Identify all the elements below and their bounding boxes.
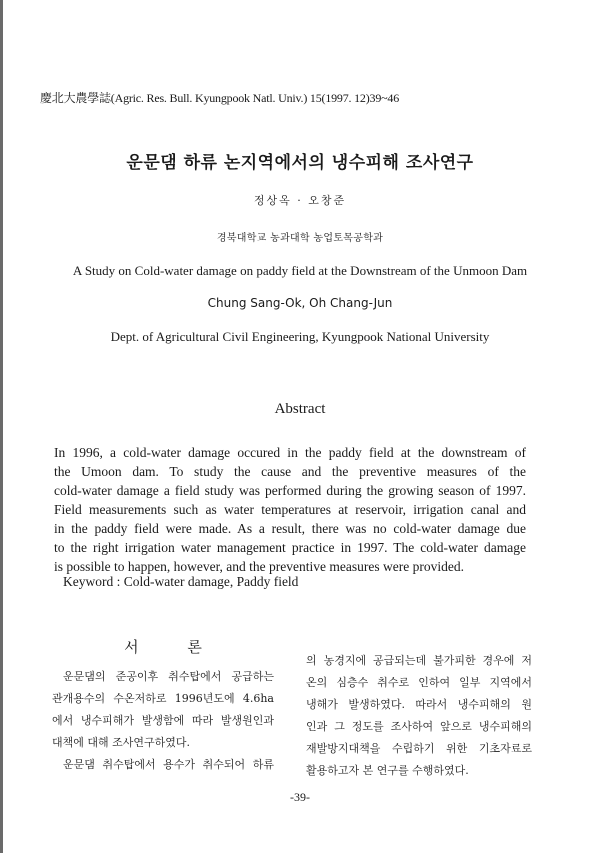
abstract-body (54, 443, 526, 576)
abstract-line: the Umoon dam. To study the cause and the preventive measures of the (54, 464, 526, 479)
abstract-line: In 1996, a cold-water damage occured in the paddy field at the downstream of (54, 445, 526, 460)
intro-line: 재발방지대책을 수립하기 위한 기초자료로 (306, 742, 532, 755)
intro-line: 대책에 대해 조사연구하였다. (52, 736, 191, 749)
abstract-line: cold-water damage a field study was performed during the growing season of 1997. (54, 483, 526, 498)
intro-line: 에서 냉수피해가 발생함에 따라 발생원인과 (52, 714, 274, 727)
intro-line: 온의 심층수 취수로 인하여 일부 지역에서 (306, 676, 532, 689)
intro-line: 냉해가 발생하였다. 따라서 냉수피해의 원 (306, 698, 532, 711)
affiliation-korean: 경북대학교 농과대학 농업토목공학과 (216, 233, 384, 244)
section-heading-introduction: 서 론 (124, 638, 224, 656)
intro-line: 운문댐의 준공이후 취수탑에서 공급하는 (63, 670, 274, 683)
intro-line: 관개용수의 수온저하로 1996년도에 4.6ha (52, 692, 274, 705)
authors-english: Chung Sang-Ok, Oh Chang-Jun (207, 296, 393, 310)
authors-korean: 정상옥 · 오창준 (253, 194, 347, 207)
title-korean: 운문댐 하류 논지역에서의 냉수피해 조사연구 (126, 153, 474, 173)
scan-edge (0, 0, 3, 853)
journal-citation: 慶北大農學誌(Agric. Res. Bull. Kyungpook Natl. Univ.) 15(1997. 12)39~46 (40, 91, 400, 105)
abstract-line: is possible to happen, however, and the preventive measures were provided. (54, 559, 464, 574)
affiliation-english: Dept. of Agricultural Civil Engineering, Kyungpook National University (110, 329, 490, 344)
intro-line: 활용하고자 본 연구를 수행하였다. (306, 764, 469, 777)
intro-line: 인과 그 정도를 조사하여 앞으로 냉수피해의 (306, 720, 532, 733)
intro-line: 의 농경지에 공급되는데 불가피한 경우에 저 (306, 654, 532, 667)
intro-column-left (52, 636, 274, 776)
title-english: A Study on Cold-water damage on paddy field at the Downstream of the Unmoon Dam (72, 263, 528, 278)
intro-line: 운문댐 취수탑에서 용수가 취수되어 하류 (63, 758, 274, 771)
abstract-line: Field measurements such as water temperatures at reservoir, irrigation canal and (54, 502, 526, 517)
keywords: Keyword : Cold-water damage, Paddy field (63, 574, 299, 589)
intro-column-right (306, 650, 532, 782)
abstract-line: in the paddy field were made. As a result, there was no cold-water damage due (54, 521, 526, 536)
abstract-heading: Abstract (274, 401, 326, 417)
abstract-line: to the right irrigation water management practice in 1997. The cold-water damage (54, 540, 526, 555)
page-number: -39- (290, 790, 310, 804)
